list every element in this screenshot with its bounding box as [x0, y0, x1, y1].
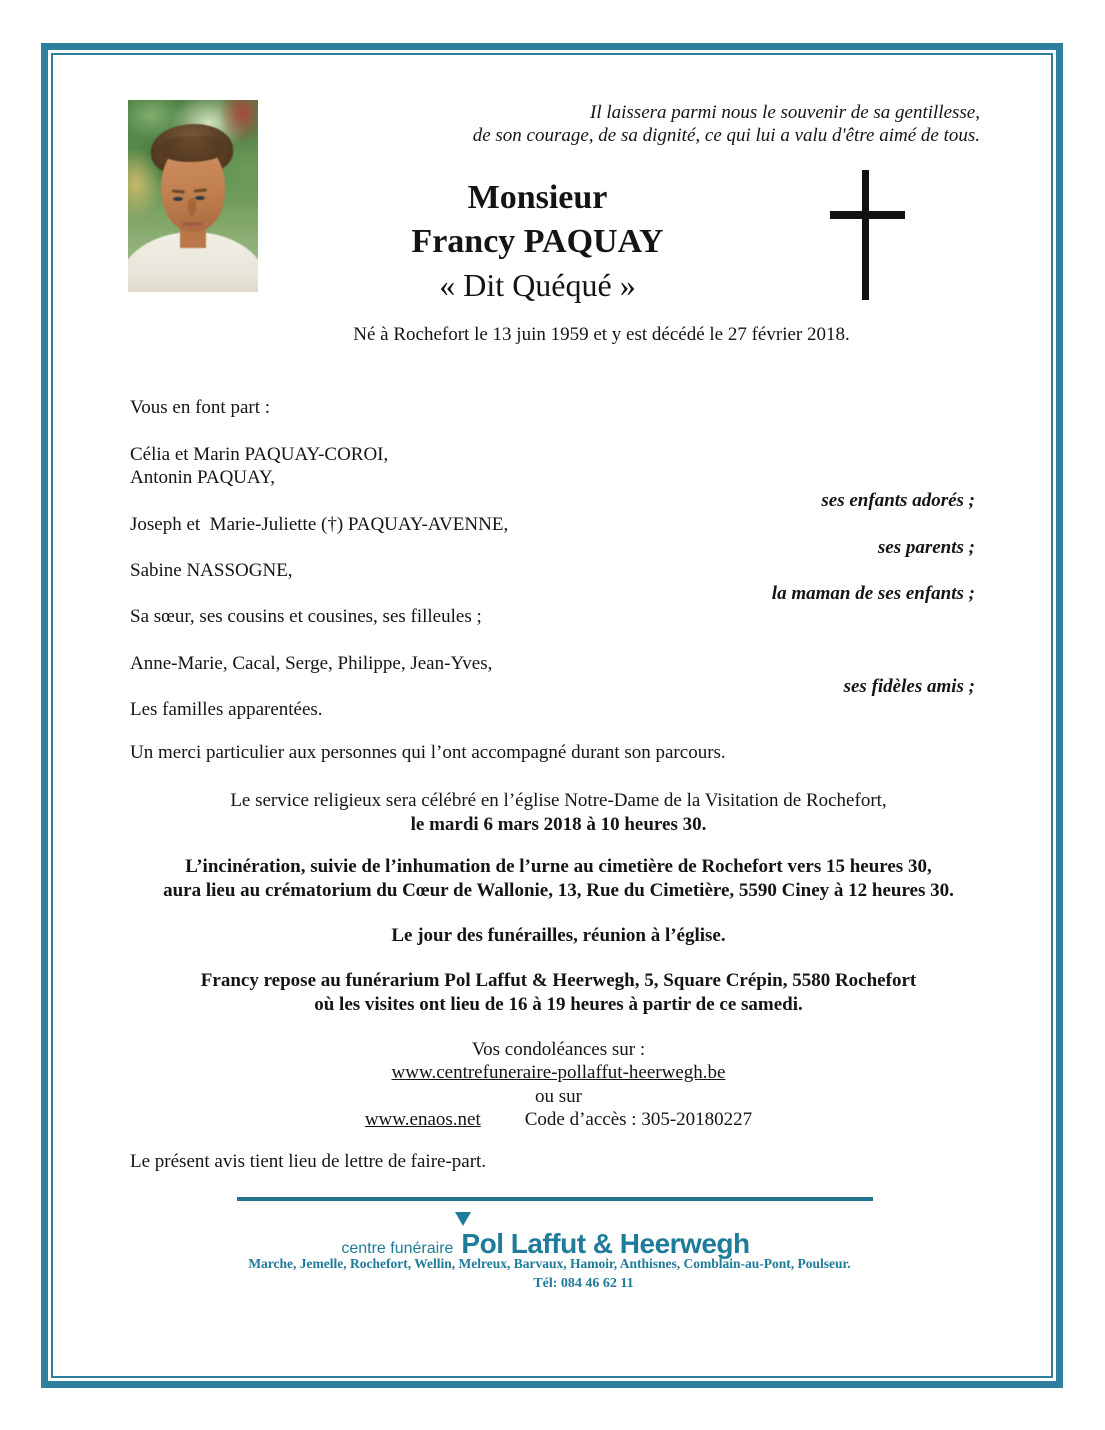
condolences-url-main[interactable]: www.centrefuneraire-pollaffut-heerwegh.be	[391, 1062, 726, 1084]
footer-rule	[237, 1197, 873, 1201]
family-list	[130, 443, 975, 721]
family-line-friends: Anne-Marie, Cacal, Serge, Philippe, Jean-Yves,	[130, 652, 493, 674]
cremation-paragraph	[6, 855, 1105, 902]
tribute-quote-line1: Il laissera parmi nous le souvenir de sa gentillesse,	[590, 102, 980, 123]
birth-death-line: Né à Rochefort le 13 juin 1959 et y est décédé le 27 février 2018.	[353, 324, 850, 345]
repose-line2: où les visites ont lieu de 16 à 19 heures à partir de ce samedi.	[314, 993, 803, 1015]
condolences-heading: Vos condoléances sur :	[471, 1039, 646, 1060]
family-list-gap	[130, 629, 975, 652]
footer-phone: Tél: 084 46 62 11	[533, 1276, 634, 1291]
repose-line1: Francy repose au funérarium Pol Laffut & Heerwegh, 5, Square Crépin, 5580 Rochefort	[200, 970, 917, 991]
relation-label-mother: la maman de ses enfants ;	[771, 583, 975, 605]
deceased-name: Francy PAQUAY	[411, 223, 664, 260]
nickname: « Dit Quéqué »	[439, 267, 636, 303]
family-line-mother: Sabine NASSOGNE,	[130, 560, 293, 582]
cremation-line2: aura lieu au crématorium du Cœur de Wallonie, 13, Rue du Cimetière, 5590 Ciney à 12 heures 30.	[163, 879, 954, 901]
family-line-extended: Sa sœur, ses cousins et cousines, ses filleules ;	[130, 606, 482, 628]
tribute-quote-line2: de son courage, de sa dignité, ce qui lui a valu d'être aimé de tous.	[472, 125, 980, 146]
family-line-parents: Joseph et Marie-Juliette (†) PAQUAY-AVENNE,	[130, 513, 509, 535]
announcement-intro: Vous en font part :	[130, 397, 271, 418]
relation-label-friends: ses fidèles amis ;	[843, 675, 975, 697]
service-date-line: le mardi 6 mars 2018 à 10 heures 30.	[410, 813, 707, 835]
title-prefix: Monsieur	[467, 179, 608, 216]
title-block	[0, 176, 1090, 307]
relation-label-children: ses enfants adorés ;	[821, 490, 975, 512]
repose-paragraph	[6, 969, 1105, 1016]
condolences-url-alt[interactable]: www.enaos.net	[364, 1108, 481, 1130]
condolences-block	[6, 1038, 1105, 1131]
access-code: Code d’accès : 305-20180227	[524, 1108, 753, 1130]
brand-prefix: centre funéraire	[341, 1240, 454, 1257]
legal-notice: Le présent avis tient lieu de lettre de faire-part.	[130, 1151, 487, 1172]
tribute-quote	[473, 101, 980, 147]
thanks-line: Un merci particulier aux personnes qui l’ont accompagné durant son parcours.	[130, 742, 726, 763]
footer-triangle-icon	[455, 1212, 471, 1226]
family-line-children-1: Célia et Marin PAQUAY-COROI,	[130, 444, 389, 465]
cremation-line1: L’incinération, suivie de l’inhumation de l’urne au cimetière de Rochefort vers 15 heures 30,	[185, 856, 932, 877]
funeral-day-line: Le jour des funérailles, réunion à l’église.	[391, 925, 726, 946]
relation-label-parents: ses parents ;	[877, 536, 975, 558]
brand-name: Pol Laffut & Heerwegh	[461, 1228, 750, 1259]
family-line-families: Les familles apparentées.	[130, 699, 323, 721]
condolences-or-text: ou sur	[535, 1085, 582, 1107]
family-line-children-2: Antonin PAQUAY,	[130, 467, 276, 489]
service-line1: Le service religieux sera célébré en l’église Notre-Dame de la Visitation de Rochefort,	[230, 790, 887, 811]
service-paragraph	[6, 789, 1105, 836]
footer-locations: Marche, Jemelle, Rochefort, Wellin, Melreux, Barvaux, Hamoir, Anthisnes, Comblain-au-Pont, Poulseur.	[248, 1256, 851, 1271]
